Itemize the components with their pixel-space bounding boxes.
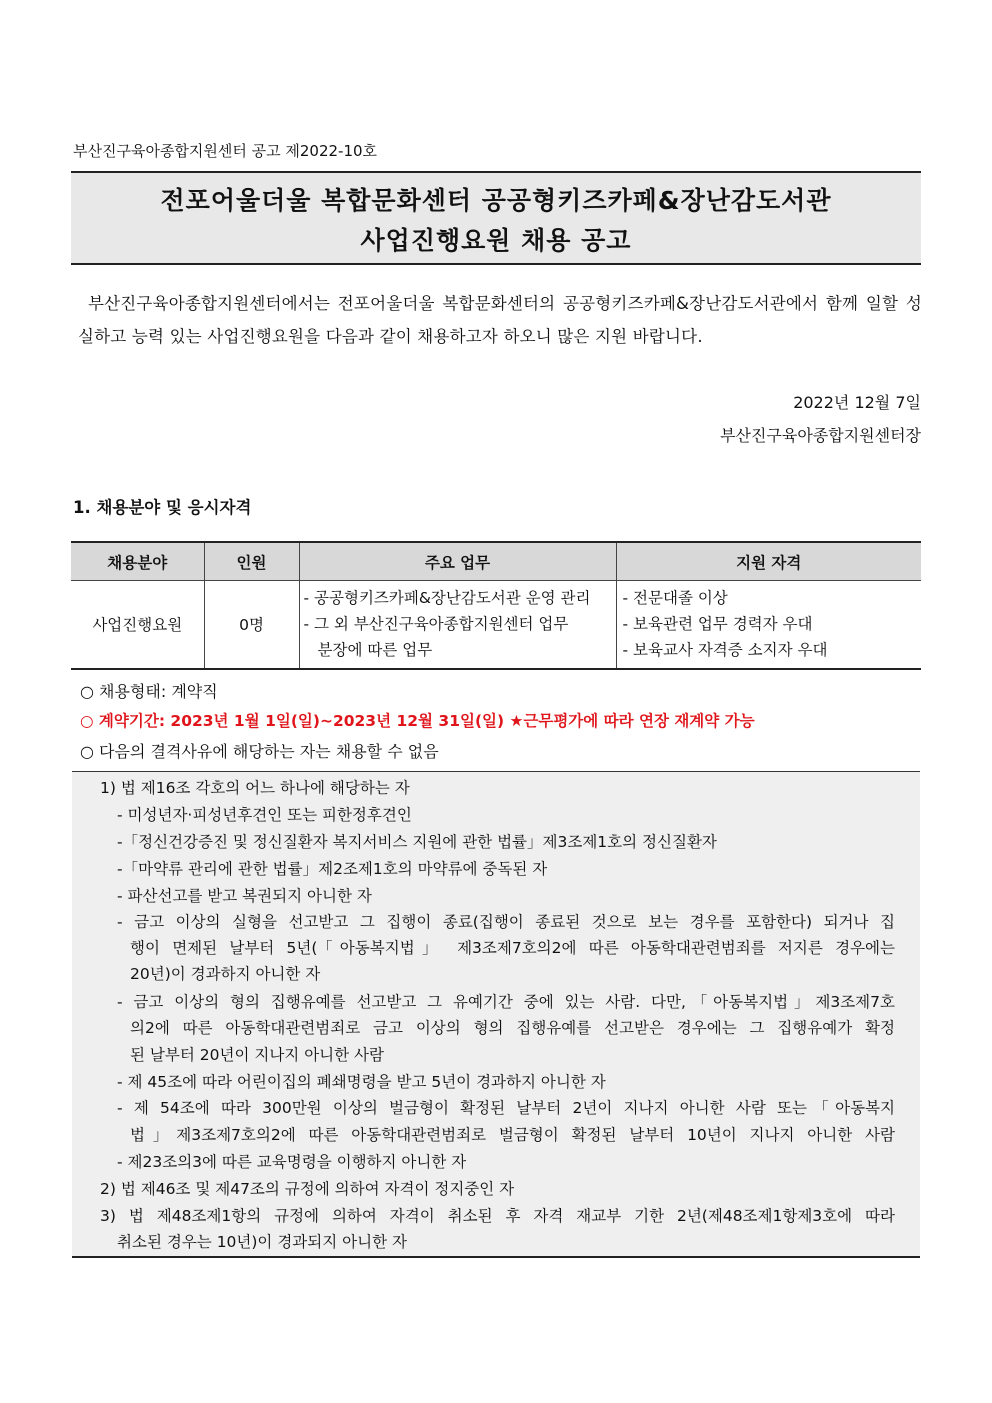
disq-sub: - 제23조의3에 따른 교육명령을 이행하지 아니한 자: [117, 1153, 467, 1171]
title-banner: [71, 171, 921, 265]
cell-field: 사업진행요원: [71, 581, 204, 669]
notice-date: 2022년 12월 7일: [793, 393, 921, 412]
cell-qualifications: [616, 581, 921, 669]
col-header-count: 인원: [204, 542, 299, 581]
disq-sub: - 파산선고를 받고 복권되지 아니한 자: [117, 887, 372, 905]
contract-period: ○ 계약기간: 2023년 1월 1일(일)~2023년 12월 31일(일) ★근무평가에 따라 연장 재계약 가능: [80, 712, 755, 730]
col-header-field: 채용분야: [71, 542, 204, 581]
duty-line: - 공공형키즈카페&장난감도서관 운영 관리: [303, 589, 591, 608]
notice-number: 부산진구육아종합지원센터 공고 제2022-10호: [73, 142, 378, 160]
title-line-1: 전포어울더울 복합문화센터 공공형키즈카페&장난감도서관: [160, 186, 832, 215]
disq-item-3: 3) 법 제48조제1항의 규정에 의하여 자격이 취소된 후 자격 재교부 기한 2년(제48조제1항제3호에 따라: [100, 1207, 895, 1225]
intro-paragraph: 부산진구육아종합지원센터에서는 전포어울더울 복합문화센터의 공공형키즈카페&장난감도서관에서 함께 일할 성실하고 능력 있는 사업진행요원을 다음과 같이 채용하고자 하오니 많은 지원 바랍니다.: [78, 294, 922, 346]
disq-sub-cont: 법」제3조제7호의2에 따른 아동학대관련범죄로 벌금형이 확정된 날부터 10년이 지나지 아니한 사람: [130, 1126, 895, 1144]
qualification-line: - 보육관련 업무 경력자 우대: [622, 615, 813, 634]
signatory: 부산진구육아종합지원센터장: [720, 426, 921, 445]
col-header-duties: 주요 업무: [299, 542, 616, 581]
disq-sub: - 미성년자·피성년후견인 또는 피한정후견인: [117, 806, 412, 824]
duty-line: - 그 외 부산진구육아종합지원센터 업무: [303, 615, 569, 634]
disq-sub: - 금고 이상의 실형을 선고받고 그 집행이 종료(집행이 종료된 것으로 보는 경우를 포함한다) 되거나 집: [117, 913, 895, 931]
disq-sub: - 제 45조에 따라 어린이집의 폐쇄명령을 받고 5년이 경과하지 아니한 자: [117, 1073, 606, 1091]
table-header-row: [71, 542, 921, 581]
disqualification-box: [72, 771, 920, 1258]
disqualification-intro: ○ 다음의 결격사유에 해당하는 자는 채용할 수 없음: [80, 742, 439, 761]
disq-item-1: 1) 법 제16조 각호의 어느 하나에 해당하는 자: [100, 779, 410, 797]
disq-sub: - 금고 이상의 형의 집행유예를 선고받고 그 유예기간 중에 있는 사람. 다만,「아동복지법」제3조제7호: [117, 993, 895, 1011]
disq-sub: -「마약류 관리에 관한 법률」제2조제1호의 마약류에 중독된 자: [117, 860, 548, 878]
recruitment-table: [71, 541, 921, 670]
disq-sub: - 제 54조에 따라 300만원 이상의 벌금형이 확정된 날부터 2년이 지나지 아니한 사람 또는「아동복지: [117, 1099, 895, 1117]
cell-count: 0명: [204, 581, 299, 669]
table-row: [71, 581, 921, 669]
disq-sub-cont: 행이 면제된 날부터 5년(「아동복지법」 제3조제7호의2에 따른 아동학대관련범죄를 저지른 경우에는: [130, 939, 895, 957]
employment-type: ○ 채용형태: 계약직: [80, 682, 218, 701]
duty-line: 분장에 따른 업무: [317, 641, 433, 660]
disq-sub-cont: 20년)이 경과하지 아니한 자: [130, 965, 321, 983]
section-title: 1. 채용분야 및 응시자격: [73, 498, 252, 517]
title-line-2: 사업진행요원 채용 공고: [360, 226, 632, 255]
cell-duties: [299, 581, 616, 669]
qualification-line: - 전문대졸 이상: [622, 589, 728, 608]
disq-sub: -「정신건강증진 및 정신질환자 복지서비스 지원에 관한 법률」제3조제1호의 정신질환자: [117, 833, 717, 851]
col-header-qualifications: 지원 자격: [616, 542, 921, 581]
disq-sub-cont: 된 날부터 20년이 지나지 아니한 사람: [130, 1046, 384, 1064]
qualification-line: - 보육교사 자격증 소지자 우대: [622, 641, 828, 660]
disq-item-2: 2) 법 제46조 및 제47조의 규정에 의하여 자격이 정지중인 자: [100, 1180, 515, 1198]
disq-item-3-cont: 취소된 경우는 10년)이 경과되지 아니한 자: [117, 1233, 407, 1251]
disq-sub-cont: 의2에 따른 아동학대관련범죄로 금고 이상의 형의 집행유예를 선고받은 경우에는 그 집행유예가 확정: [130, 1019, 895, 1037]
